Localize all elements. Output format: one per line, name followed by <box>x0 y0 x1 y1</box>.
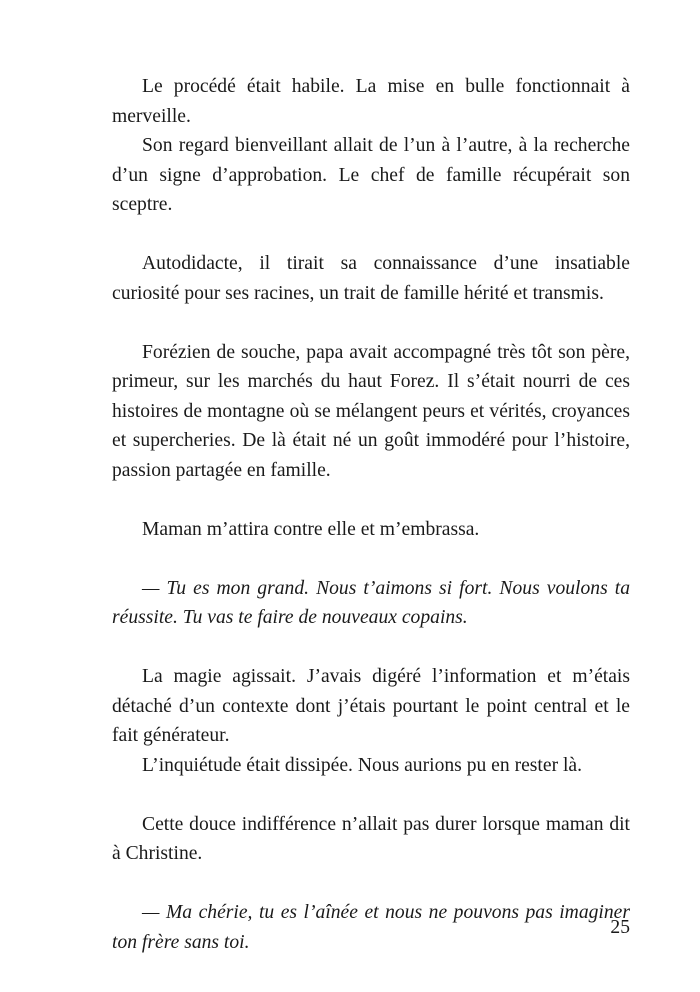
page-body <box>112 72 630 957</box>
page-number: 25 <box>610 917 630 938</box>
dialogue-1: — Tu es mon grand. Nous t’aimons si fort. Nous voulons ta réussite. Tu vas te faire de nouveaux copains. <box>112 577 630 628</box>
paragraph-3: Autodidacte, il tirait sa connaissance d’une insatiable curiosité pour ses racines, un trait de famille hérité et transmis. <box>112 253 630 304</box>
paragraph-4: Forézien de souche, papa avait accompagné très tôt son père, primeur, sur les marchés du haut Forez. Il s’était nourri de ces histoires de montagne où se mélangent peurs et vérités, croyances et supercheries. De là était né un goût immodéré pour l’histoire, passion partagée en famille. <box>112 341 630 481</box>
paragraph-7: L’inquiétude était dissipée. Nous aurions pu en rester là. <box>142 754 583 776</box>
paragraph-2: Son regard bienveillant allait de l’un à l’autre, à la recherche d’un signe d’approbation. Le chef de famille récupérait son sceptre. <box>112 135 630 215</box>
dialogue-2: — Ma chérie, tu es l’aînée et nous ne pouvons pas imaginer ton frère sans toi. <box>112 902 630 953</box>
paragraph-1: Le procédé était habile. La mise en bulle fonctionnait à merveille. <box>112 76 630 127</box>
paragraph-8: Cette douce indifférence n’allait pas durer lorsque maman dit à Christine. <box>112 813 630 864</box>
paragraph-5: Maman m’attira contre elle et m’embrassa. <box>142 518 480 540</box>
paragraph-6: La magie agissait. J’avais digéré l’information et m’étais détaché d’un contexte dont j’étais pourtant le point central et le fait générateur. <box>112 666 630 746</box>
